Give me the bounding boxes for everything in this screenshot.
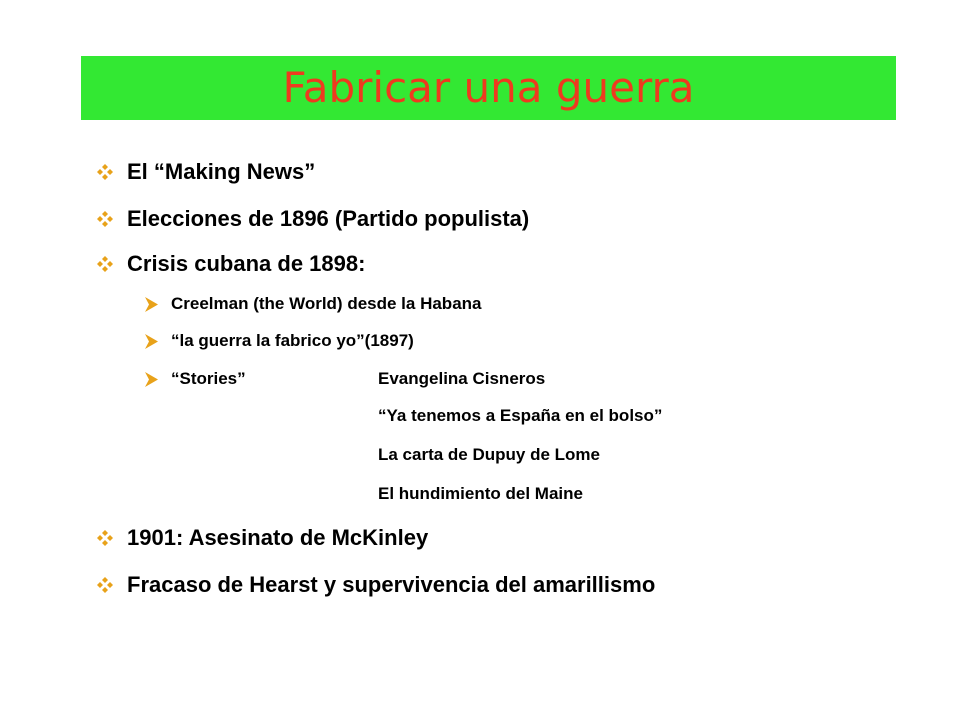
bullet-item <box>96 570 655 600</box>
four-diamond-bullet-icon <box>96 210 127 228</box>
sub-bullet-detail: Evangelina Cisneros <box>378 369 546 388</box>
continuation-line <box>378 403 662 429</box>
sub-bullet-text: “Stories” <box>171 369 246 388</box>
bullet-item <box>96 249 365 279</box>
sub-bullet-item <box>143 291 481 317</box>
sub-bullet-item <box>143 328 414 354</box>
continuation-text: El hundimiento del Maine <box>378 484 583 503</box>
bullet-item <box>96 523 428 553</box>
continuation-line <box>378 442 600 468</box>
arrowhead-bullet-icon <box>143 371 171 388</box>
four-diamond-bullet-icon <box>96 529 127 547</box>
bullet-text: El “Making News” <box>127 159 316 184</box>
sub-bullet-item <box>143 366 545 392</box>
bullet-text: 1901: Asesinato de McKinley <box>127 525 429 550</box>
bullet-text: Fracaso de Hearst y supervivencia del amarillismo <box>127 572 656 597</box>
bullet-item <box>96 204 529 234</box>
bullet-item <box>96 157 315 187</box>
sub-bullet-text: Creelman (the World) desde la Habana <box>171 294 482 313</box>
continuation-text: La carta de Dupuy de Lome <box>378 445 600 464</box>
title-bar <box>81 56 896 120</box>
four-diamond-bullet-icon <box>96 255 127 273</box>
four-diamond-bullet-icon <box>96 576 127 594</box>
arrowhead-bullet-icon <box>143 333 171 350</box>
slide-title: Fabricar una guerra <box>282 63 695 112</box>
bullet-text: Elecciones de 1896 (Partido populista) <box>127 206 530 231</box>
sub-bullet-text: “la guerra la fabrico yo”(1897) <box>171 331 414 350</box>
bullet-text: Crisis cubana de 1898: <box>127 251 366 276</box>
continuation-text: “Ya tenemos a España en el bolso” <box>378 406 663 425</box>
four-diamond-bullet-icon <box>96 163 127 181</box>
continuation-line <box>378 481 583 507</box>
arrowhead-bullet-icon <box>143 296 171 313</box>
